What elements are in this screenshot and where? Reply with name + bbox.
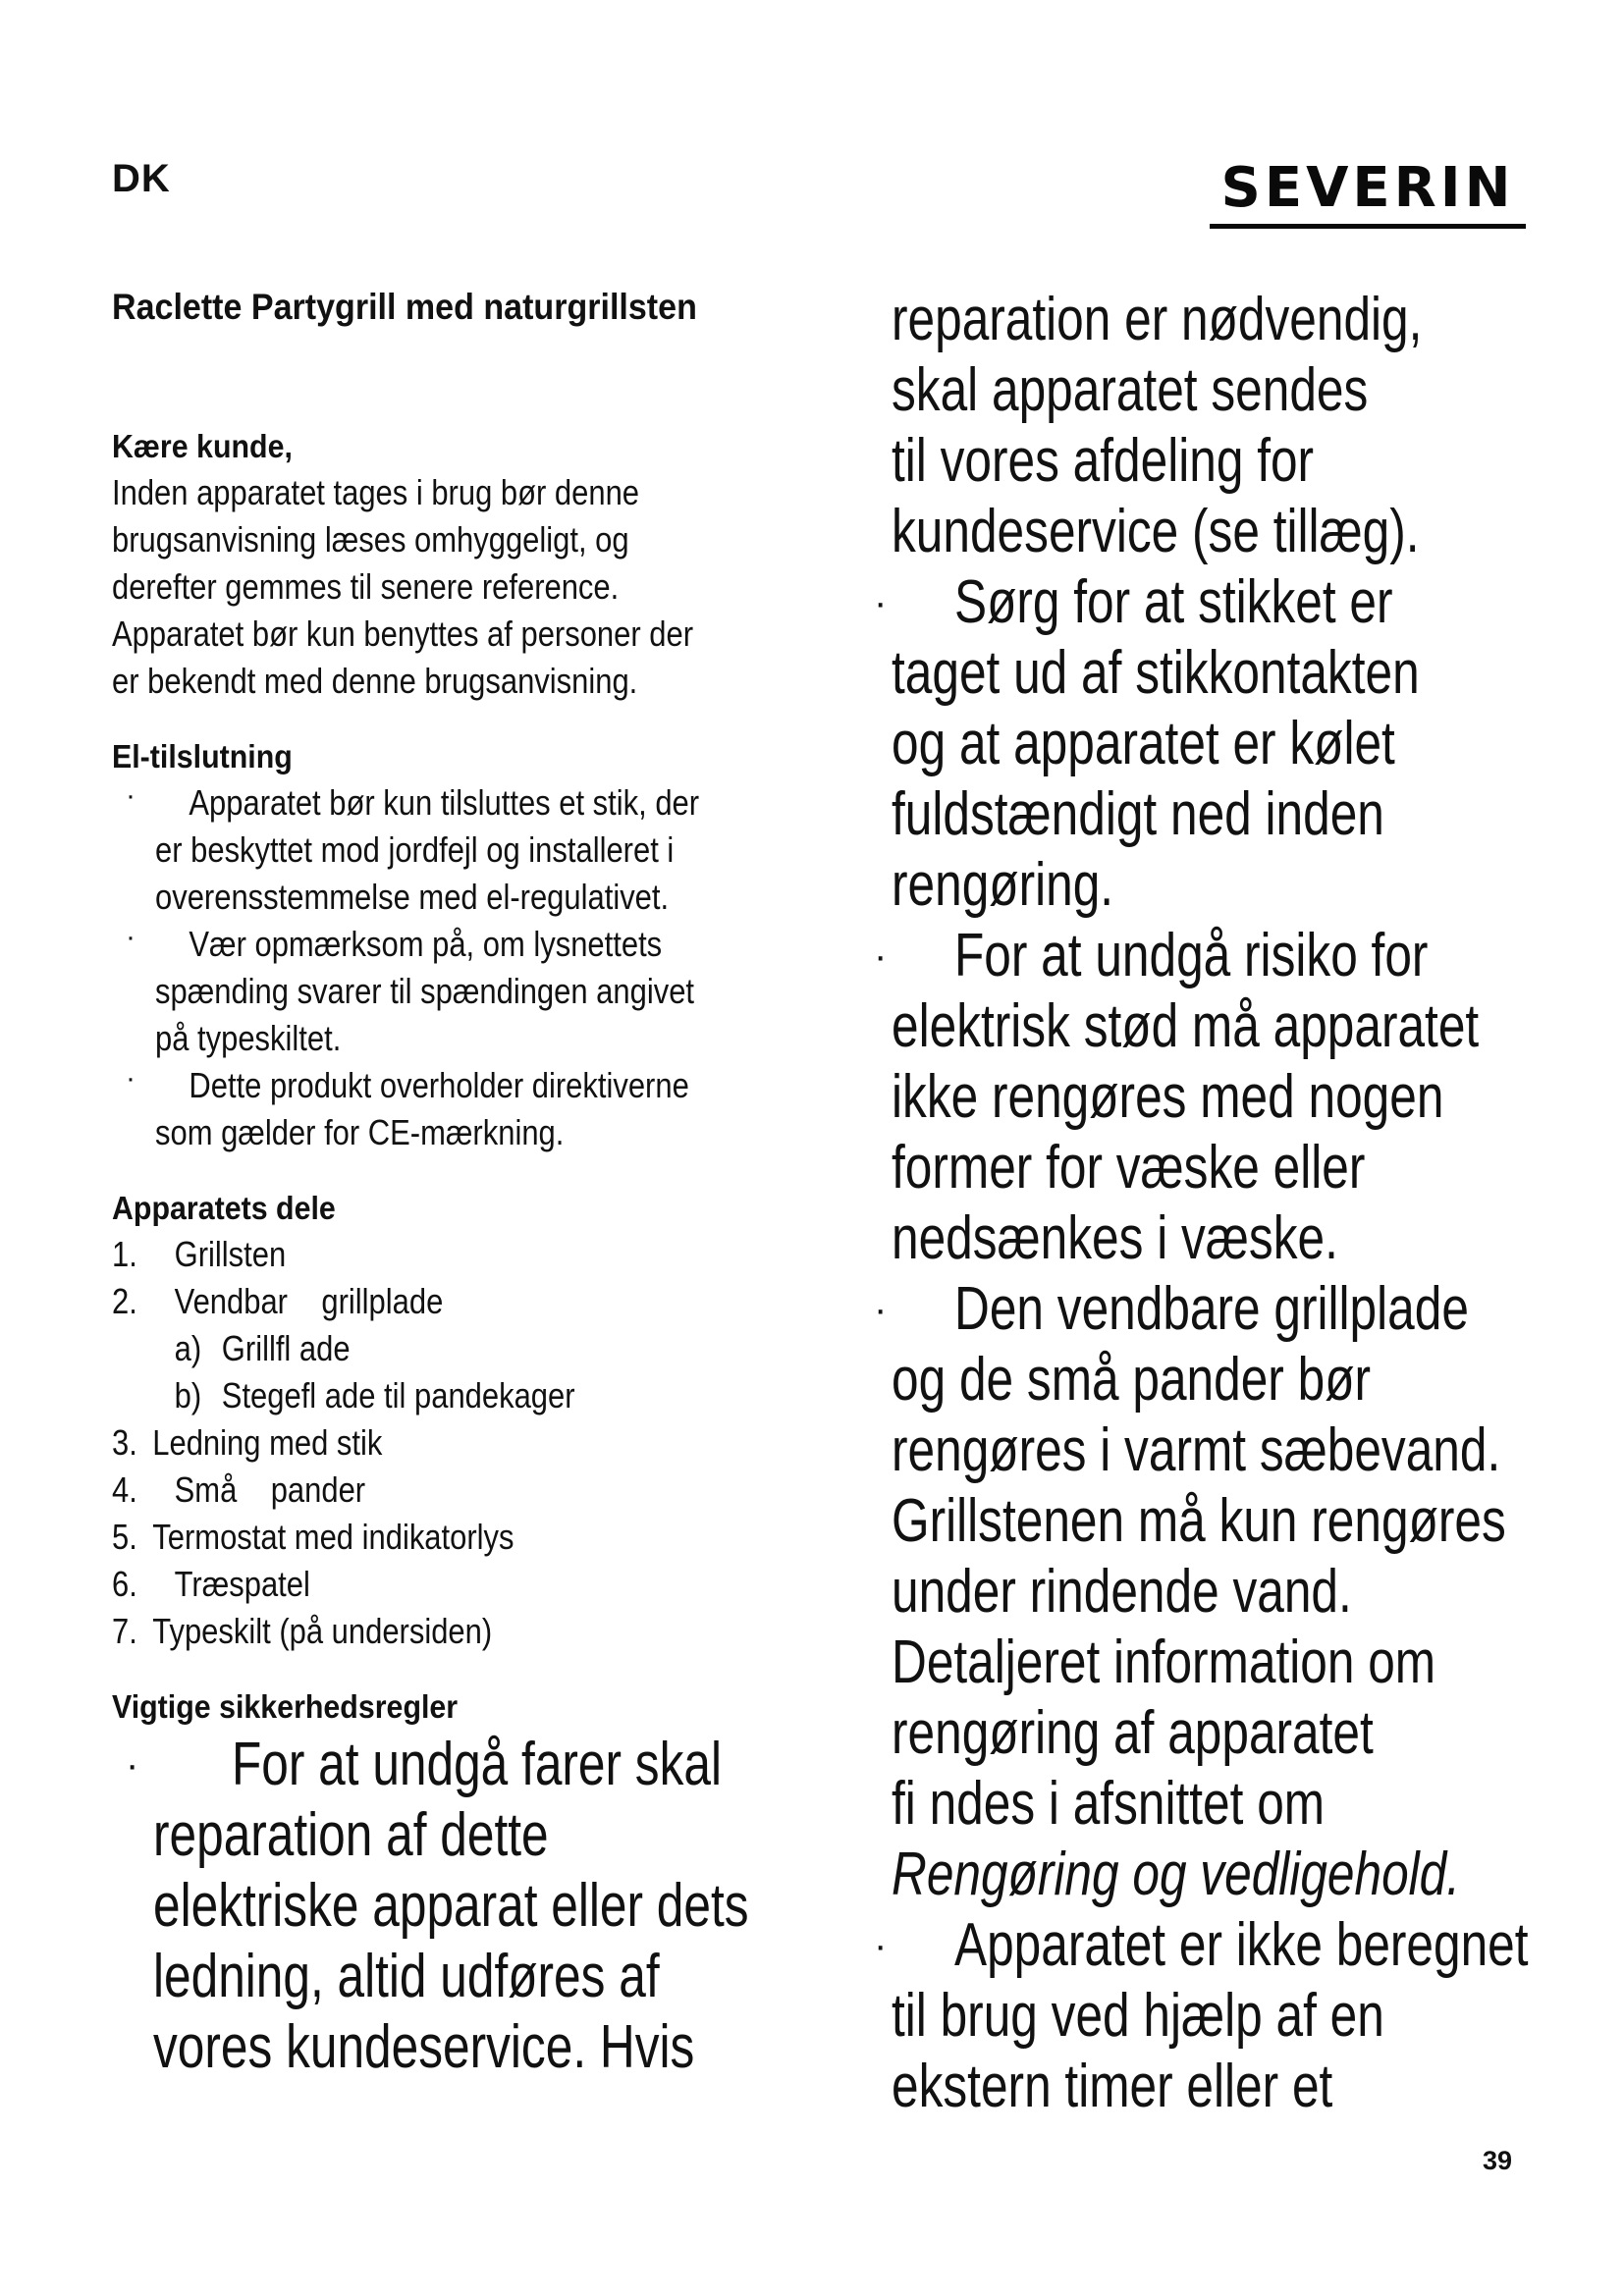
parts-item	[112, 1467, 720, 1514]
safety-item-line: kundeservice (se tillæg).	[892, 498, 1420, 565]
parts-section	[112, 1186, 819, 1655]
electrical-section	[112, 734, 819, 1156]
page-number: 39	[1483, 2146, 1513, 2175]
left-column	[112, 285, 819, 2083]
parts-item	[112, 1608, 720, 1655]
bullet-point: ·	[874, 1288, 888, 1331]
safety-item-line: skal apparatet sendes	[892, 356, 1369, 424]
parts-item	[112, 1514, 720, 1561]
parts-item-number: b)	[174, 1375, 202, 1415]
safety-continuation	[892, 285, 1579, 567]
safety-item-line: og de små pander bør	[892, 1346, 1372, 1414]
intro-heading: Kære kunde,	[112, 428, 293, 464]
safety-item-line: For at undgå risiko for	[954, 922, 1429, 989]
safety-item-line: Detaljeret information om	[892, 1629, 1436, 1696]
intro-line: Apparatet bør kun benyttes af personer der	[112, 614, 694, 654]
safety-item-line: ikke rengøres med nogen	[892, 1063, 1444, 1131]
electrical-item-line: Dette produkt overholder direktiverne	[189, 1065, 689, 1105]
parts-item-label: Små pander	[174, 1469, 366, 1510]
safety-item-line: Den vendbare grillplade	[954, 1275, 1469, 1343]
parts-item	[112, 1561, 720, 1608]
right-column	[874, 285, 1579, 2122]
electrical-item	[112, 921, 819, 1062]
parts-item-label: Træspatel	[174, 1564, 310, 1604]
parts-subitem	[112, 1372, 720, 1419]
parts-item-label: Vendbar grillplade	[174, 1281, 444, 1321]
parts-heading: Apparatets dele	[112, 1190, 336, 1226]
parts-item-label: Grillfl ade	[221, 1328, 351, 1368]
electrical-item-line: overensstemmelse med el-regulativet.	[155, 877, 670, 917]
electrical-item-line: spænding svarer til spændingen angivet	[155, 971, 695, 1011]
intro-line: derefter gemmes til senere reference.	[112, 566, 620, 607]
section-reference: Rengøring og vedligehold.	[892, 1841, 1461, 1908]
parts-item-number: a)	[174, 1328, 202, 1368]
electrical-item	[112, 779, 819, 921]
language-code: DK	[112, 157, 171, 200]
safety-item-line: fi ndes i afsnittet om	[892, 1770, 1326, 1838]
safety-item-line: elektriske apparat eller dets	[153, 1872, 749, 1940]
parts-item-number: 7.	[112, 1611, 137, 1651]
safety-section-left	[112, 1684, 819, 2083]
safety-item-line: elektrisk stød må apparatet	[892, 992, 1480, 1060]
safety-heading: Vigtige sikkerhedsregler	[112, 1688, 459, 1725]
electrical-item-line: på typeskiltet.	[155, 1018, 342, 1058]
parts-subitem	[112, 1325, 720, 1372]
safety-item-line: taget ud af stikkontakten	[892, 639, 1420, 707]
brand-underline	[1210, 224, 1526, 229]
bullet-point: ·	[126, 1743, 139, 1787]
intro-line: Inden apparatet tages i brug bør denne	[112, 472, 640, 512]
parts-item-number: 2.	[112, 1281, 137, 1321]
bullet-point: ·	[126, 1062, 135, 1095]
parts-item-number: 6.	[112, 1564, 137, 1604]
parts-item	[112, 1231, 720, 1278]
document-title: Raclette Partygrill med naturgrillsten	[112, 287, 697, 327]
safety-item-line: former for væske eller	[892, 1134, 1366, 1201]
intro-line: brugsanvisning læses omhyggeligt, og	[112, 519, 629, 560]
electrical-item-line: Vær opmærksom på, om lysnettets	[189, 924, 663, 964]
bullet-point: ·	[874, 581, 888, 624]
safety-item-line: For at undgå farer skal	[232, 1731, 723, 1798]
electrical-item-line: Apparatet bør kun tilsluttes et stik, der	[189, 782, 700, 823]
parts-item-label: Termostat med indikatorlys	[152, 1517, 514, 1557]
parts-item-label: Stegefl ade til pandekager	[221, 1375, 575, 1415]
brand-logo	[1210, 156, 1526, 229]
parts-item-number: 5.	[112, 1517, 137, 1557]
bullet-point: ·	[126, 779, 135, 812]
intro-line: er bekendt med denne brugsanvisning.	[112, 661, 638, 701]
safety-item-line: rengøring.	[892, 851, 1114, 919]
bullet-point: ·	[874, 1924, 888, 1967]
safety-item-line: rengøring af apparatet	[892, 1699, 1374, 1767]
electrical-item-line: som gælder for CE-mærkning.	[155, 1112, 565, 1152]
safety-item	[874, 921, 1579, 1274]
parts-item-label: Ledning med stik	[152, 1422, 383, 1463]
safety-item-line: Sørg for at stikket er	[954, 568, 1393, 636]
safety-item	[874, 567, 1579, 921]
bullet-point: ·	[874, 934, 888, 978]
parts-item-number: 1.	[112, 1234, 137, 1274]
safety-item-line: ekstern timer eller et	[892, 2053, 1333, 2120]
parts-item	[112, 1278, 720, 1325]
electrical-item	[112, 1062, 819, 1156]
safety-item-line: fuldstændigt ned inden	[892, 780, 1384, 848]
electrical-heading: El-tilslutning	[112, 738, 293, 774]
safety-item-line: Grillstenen må kun rengøres	[892, 1487, 1506, 1555]
safety-item	[112, 1730, 819, 2083]
electrical-item-line: er beskyttet mod jordfejl og installeret i	[155, 829, 675, 870]
safety-item-line: ledning, altid udføres af	[153, 1943, 660, 2010]
safety-item-line: og at apparatet er kølet	[892, 710, 1395, 777]
safety-item	[874, 1910, 1579, 2122]
parts-item-number: 3.	[112, 1422, 137, 1463]
safety-item-line: reparation af dette	[153, 1801, 549, 1869]
bullet-point: ·	[126, 921, 135, 953]
safety-item-line: Apparatet er ikke beregnet	[954, 1911, 1529, 1979]
safety-item-line: under rindende vand.	[892, 1558, 1352, 1626]
safety-item-line: rengøres i varmt sæbevand.	[892, 1416, 1501, 1484]
parts-item-label: Grillsten	[174, 1234, 287, 1274]
safety-item-line: vores kundeservice. Hvis	[153, 2013, 695, 2081]
safety-item-line: til vores afdeling for	[892, 427, 1315, 495]
safety-item-line: reparation er nødvendig,	[892, 286, 1423, 353]
safety-item-line: til brug ved hjælp af en	[892, 1982, 1384, 2050]
intro-section	[112, 424, 819, 705]
safety-item-line: nedsænkes i væske.	[892, 1204, 1338, 1272]
parts-item-label: Typeskilt (på undersiden)	[152, 1611, 493, 1651]
parts-item	[112, 1419, 720, 1467]
brand-name: SEVERIN	[1220, 156, 1515, 220]
safety-item	[874, 1274, 1579, 1910]
parts-item-number: 4.	[112, 1469, 137, 1510]
